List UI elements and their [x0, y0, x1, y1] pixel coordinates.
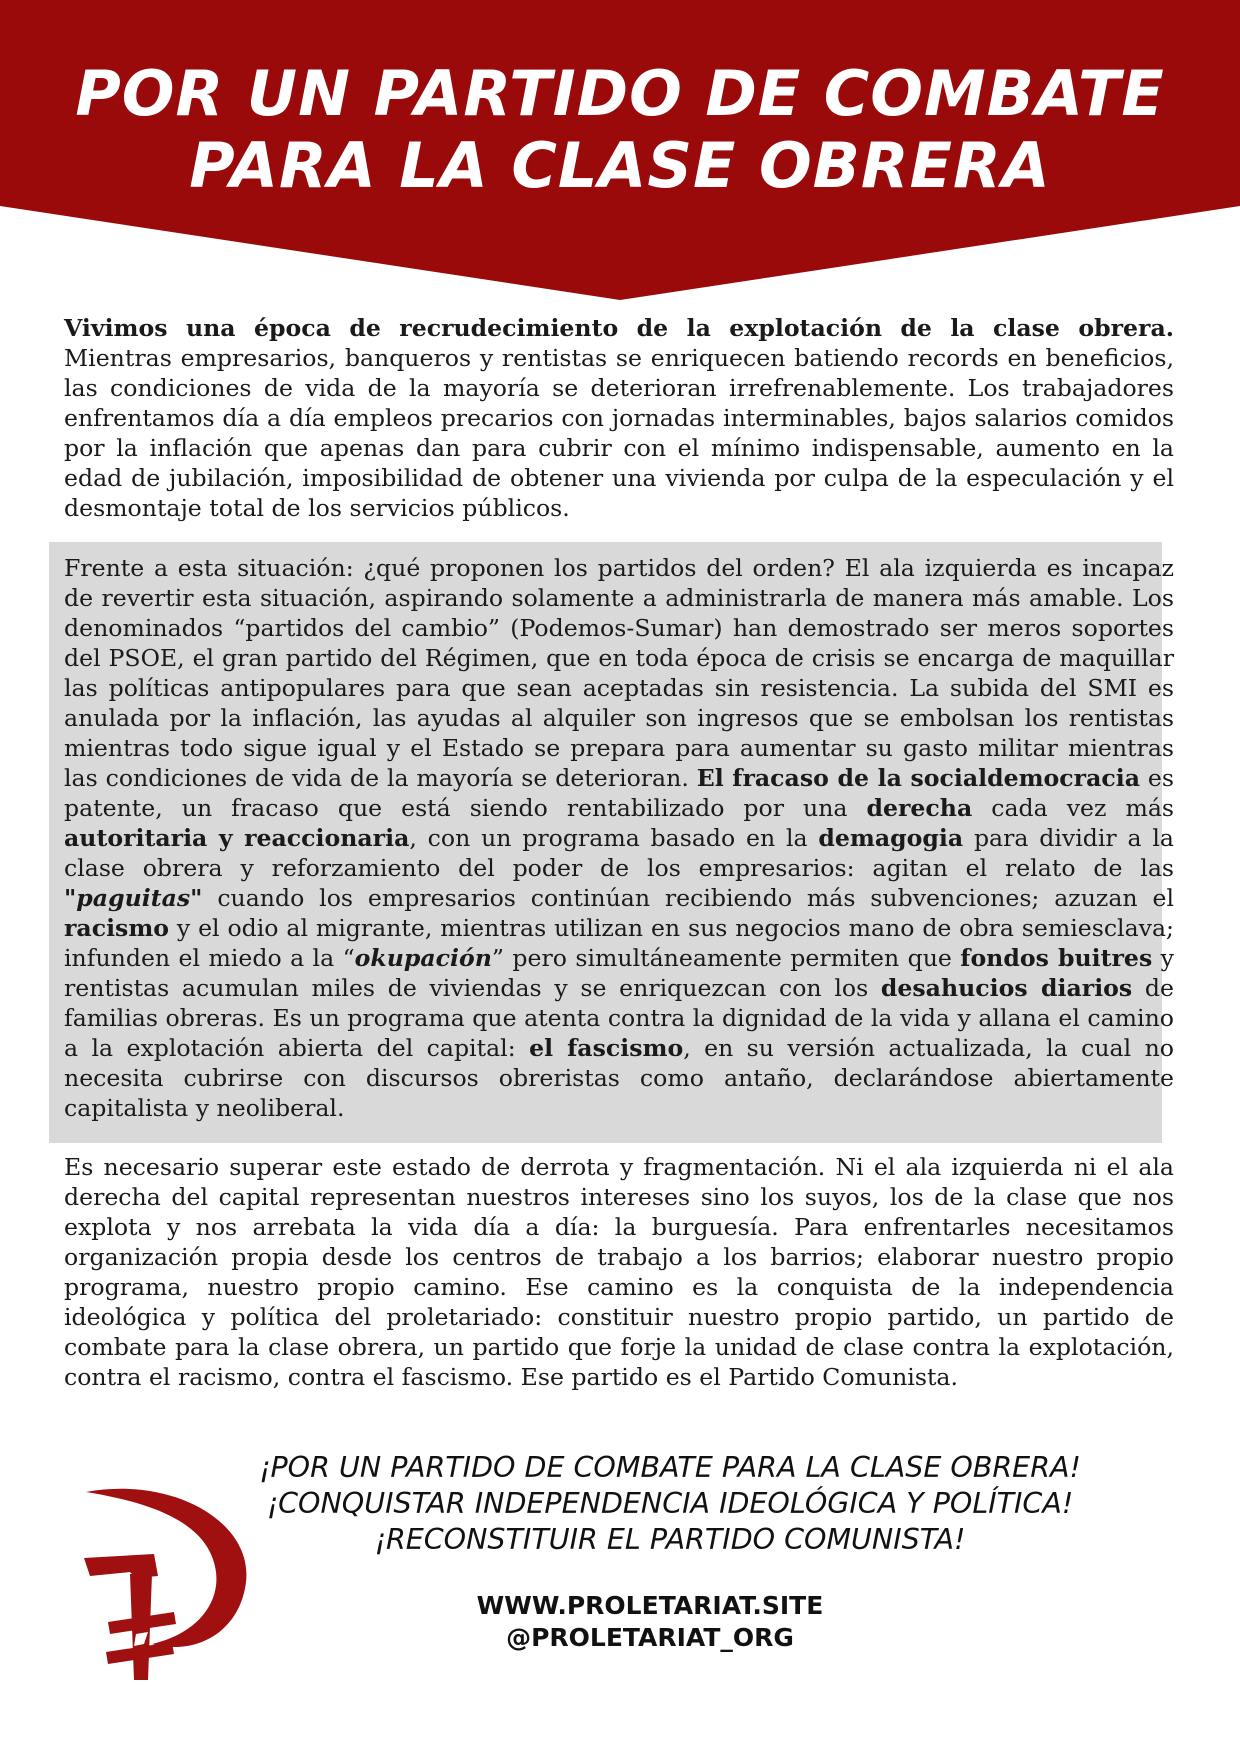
page-title	[0, 58, 1240, 202]
intro-lead: Vivimos una época de recrudecimiento de la explotación de la clase obrera.	[64, 314, 1174, 342]
analysis-text: es patente, un fracaso que está siendo rentabilizado por una	[64, 764, 1174, 822]
analysis-text: cuando los empresarios continúan recibiendo más subvenciones; azuzan el	[202, 884, 1174, 912]
analysis-text: cada vez más	[972, 794, 1174, 822]
analysis-bold: autoritaria y reaccionaria	[64, 824, 410, 852]
slogans	[150, 1450, 1190, 1558]
analysis-bold-italic: "paguitas"	[64, 884, 203, 912]
analysis-bold: derecha	[866, 794, 973, 822]
social-handle[interactable]: @PROLETARIAT_ORG	[506, 1623, 794, 1652]
analysis-bold-italic: okupación	[354, 944, 492, 972]
header-banner	[0, 0, 1240, 300]
analysis-text: y el odio al migrante, mientras utilizan en sus negocios mano de obra semiesclava; infunden el miedo a la “	[64, 914, 1174, 972]
conclusion-paragraph: Es necesario superar este estado de derrota y fragmentación. Ni el ala izquierda ni el ala derecha del capital representan nuestros intereses sino los suyos, los de la clase que nos explota y nos arrebata la vida día a día: la burguesía. Para enfrentarles necesitamos organización propia desde los centros de trabajo a los barrios; elaborar nuestro propio programa, nuestro propio camino. Ese camino es la conquista de la independencia ideológica y política del proletariado: constituir nuestro propio partido, un partido de combate para la clase obrera, un partido que forje la unidad de clase contra la explotación, contra el racismo, contra el fascismo. Ese partido es el Partido Comunista.	[64, 1153, 1174, 1391]
contact-links	[390, 1590, 910, 1654]
intro-text: Mientras empresarios, banqueros y rentistas se enriquecen batiendo records en beneficios, las condiciones de vida de la mayoría se deterioran irrefrenablemente. Los trabajadores enfrentamos día a día empleos precarios con jornadas interminables, bajos salarios comidos por la inflación que apenas dan para cubrir con el mínimo indispensable, aumento en la edad de jubilación, imposibilidad de obtener una vivienda por culpa de la especulación y el desmontaje total de los servicios públicos.	[64, 344, 1174, 522]
hammer-sickle-icon	[78, 1484, 258, 1684]
slogan-2: ¡CONQUISTAR INDEPENDENCIA IDEOLÓGICA Y POLÍTICA!	[266, 1487, 1074, 1520]
analysis-bold: racismo	[64, 914, 170, 942]
analysis-text: ” pero simultáneamente permiten que	[491, 944, 961, 972]
logo-graphic	[78, 1484, 258, 1684]
website-link[interactable]: WWW.PROLETARIAT.SITE	[476, 1591, 824, 1620]
analysis-text: para dividir a la clase obrera y reforzamiento del poder de los empresarios: agitan el relato de las	[64, 824, 1174, 882]
analysis-text: , en su versión actualizada, la cual no necesita cubrirse con discursos obreristas como antaño, declarándose abiertamente capitalista y neoliberal.	[64, 1034, 1174, 1122]
analysis-text: , con un programa basado en la	[409, 824, 819, 852]
title-line-1: POR UN PARTIDO DE COMBATE	[75, 57, 1165, 130]
analysis-bold: El fracaso de la socialdemocracia	[696, 764, 1140, 792]
analysis-text: Frente a esta situación: ¿qué proponen los partidos del orden? El ala izquierda es incapaz de revertir esta situación, aspirando solamente a administrarla de manera más amable. Los denominados “partidos del cambio” (Podemos-Sumar) han demostrado ser meros soportes del PSOE, el gran partido del Régimen, que en toda época de crisis se encarga de maquillar las políticas antipopulares para que sean aceptadas sin resistencia. La subida del SMI es anulada por la inflación, las ayudas al alquiler son ingresos que se embolsan los rentistas mientras todo sigue igual y el Estado se prepara para aumentar su gasto militar mientras las condiciones de vida de la mayoría se deterioran.	[64, 554, 1174, 792]
analysis-bold: fondos buitres	[960, 944, 1153, 972]
slogan-3: ¡RECONSTITUIR EL PARTIDO COMUNISTA!	[374, 1523, 966, 1556]
analysis-paragraph	[64, 553, 1174, 1123]
analysis-bold: desahucios diarios	[880, 974, 1133, 1002]
slogan-1: ¡POR UN PARTIDO DE COMBATE PARA LA CLASE OBRERA!	[259, 1451, 1081, 1484]
analysis-bold: el fascismo	[529, 1034, 684, 1062]
analysis-text: y rentistas acumulan miles de viviendas y se enriquezcan con los	[64, 944, 1174, 1002]
analysis-bold: demagogia	[818, 824, 964, 852]
title-line-2: PARA LA CLASE OBRERA	[189, 129, 1051, 202]
intro-paragraph	[64, 313, 1174, 523]
analysis-text: de familias obreras. Es un programa que atenta contra la dignidad de la vida y allana el camino a la explotación abierta del capital:	[64, 974, 1174, 1062]
